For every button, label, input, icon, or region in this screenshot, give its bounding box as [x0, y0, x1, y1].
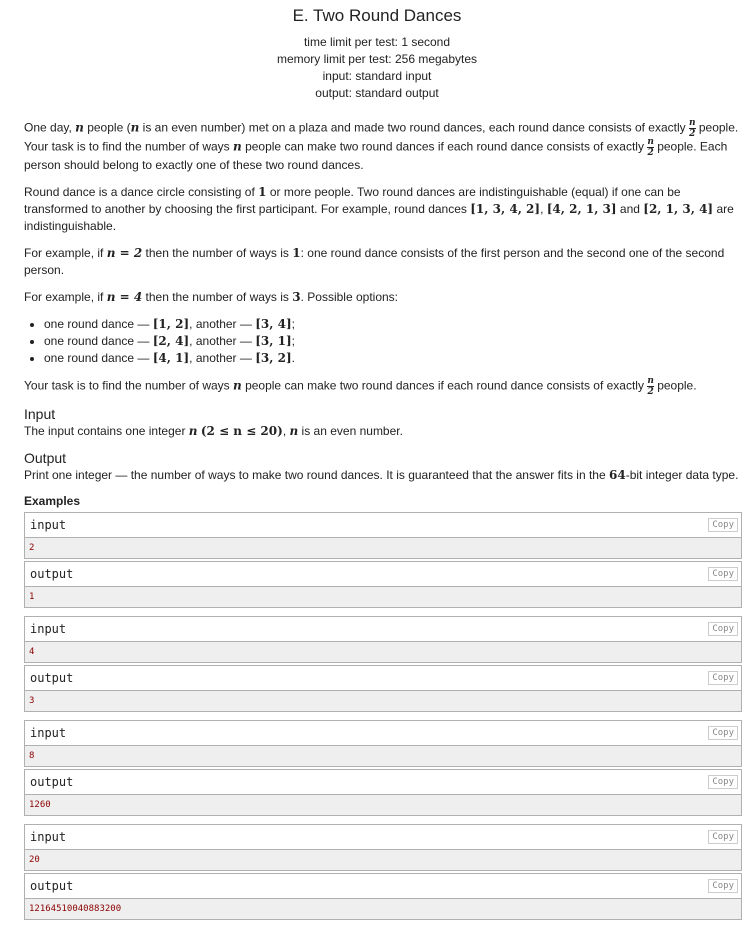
statement-paragraph-4: For example, if n = 4 then the number of ways is 3. Possible options: — [24, 290, 399, 304]
example-output-value: 1 — [25, 587, 741, 607]
copy-button[interactable]: Copy — [708, 775, 738, 789]
example-output-value: 1260 — [25, 795, 741, 815]
example-output-value: 12164510040883200 — [25, 899, 741, 919]
statement-paragraph-3: For example, if n = 2 then the number of ways is 1: one round dance consists of the first person and the second one of the second person. — [24, 246, 725, 277]
fraction-n-over-2: $\frac{n}{2}$ — [688, 118, 696, 139]
list-item: • one round dance — [4, 1], another — [3, 2]. — [44, 350, 742, 367]
example-output-value: 3 — [25, 691, 741, 711]
statement-paragraph-5: Your task is to find the number of ways n people can make two round dances if each round dance consists of exactly $\frac{n}{2}$ people. — [24, 376, 697, 397]
example-output: output Copy 1260 — [24, 769, 742, 816]
example-3 — [24, 720, 742, 816]
output-type: output: standard output — [315, 86, 439, 100]
input-description: The input contains one integer n (2 ≤ n ≤ 20), n is an even number. — [24, 424, 403, 438]
memory-limit: memory limit per test: 256 megabytes — [276, 52, 478, 66]
statement-paragraph-1: One day, n people (n is an even number) met on a plaza and made two round dances, each round dance consists of exactly $\frac{n}{2}$ people. Your task is to find the number of ways n people can make two round dances if each round dance consists of exactly $\frac{n}{2}$ people. Each person should belong to exactly one of these two round dances. — [24, 118, 739, 172]
problem-title: E. Two Round Dances — [292, 6, 462, 25]
problem-limits — [0, 34, 754, 102]
list-item: • one round dance — [1, 2], another — [3, 4]; — [44, 316, 742, 333]
copy-button[interactable]: Copy — [708, 879, 738, 893]
examples-heading: Examples — [24, 494, 81, 508]
statement-paragraph-2: Round dance is a dance circle consisting of 1 or more people. Two round dances are indistinguishable (equal) if one can be transformed to another by choosing the first participant. For example, round dances [1, 3, 4, 2], [4, 2, 1, 3] and [2, 1, 3, 4] are indistinguishable. — [24, 185, 734, 233]
example-input-value: 2 — [25, 538, 741, 558]
example-input: input Copy 4 — [24, 616, 742, 663]
example-input-value: 4 — [25, 642, 741, 662]
example-1 — [24, 512, 742, 608]
copy-button[interactable]: Copy — [708, 567, 738, 581]
example-input-value: 8 — [25, 746, 741, 766]
fraction-n-over-2: $\frac{n}{2}$ — [647, 376, 654, 397]
problem-page — [0, 6, 754, 914]
example-output: output Copy 3 — [24, 665, 742, 712]
example-output: output Copy 1 — [24, 561, 742, 608]
problem-statement — [24, 119, 742, 928]
example-2 — [24, 616, 742, 712]
output-description: Print one integer — the number of ways to make two round dances. It is guaranteed that the answer fits in the 64-bit integer data type. — [24, 468, 739, 482]
input-heading: Input — [24, 406, 56, 422]
copy-button[interactable]: Copy — [708, 671, 738, 685]
example-input: input Copy 2 — [24, 512, 742, 559]
example-output: output Copy 12164510040883200 — [24, 873, 742, 920]
copy-button[interactable]: Copy — [708, 830, 738, 844]
time-limit: time limit per test: 1 second — [303, 35, 451, 49]
copy-button[interactable]: Copy — [708, 726, 738, 740]
output-heading: Output — [24, 450, 67, 466]
example-input: input Copy 8 — [24, 720, 742, 767]
copy-button[interactable]: Copy — [708, 622, 738, 636]
copy-button[interactable]: Copy — [708, 518, 738, 532]
list-item: • one round dance — [2, 4], another — [3, 1]; — [44, 333, 742, 350]
example-input: input Copy 20 — [24, 824, 742, 871]
example-4 — [24, 824, 742, 920]
options-list — [24, 316, 742, 367]
example-input-value: 20 — [25, 850, 741, 870]
fraction-n-over-2: $\frac{n}{2}$ — [647, 137, 654, 158]
input-type: input: standard input — [322, 69, 432, 83]
